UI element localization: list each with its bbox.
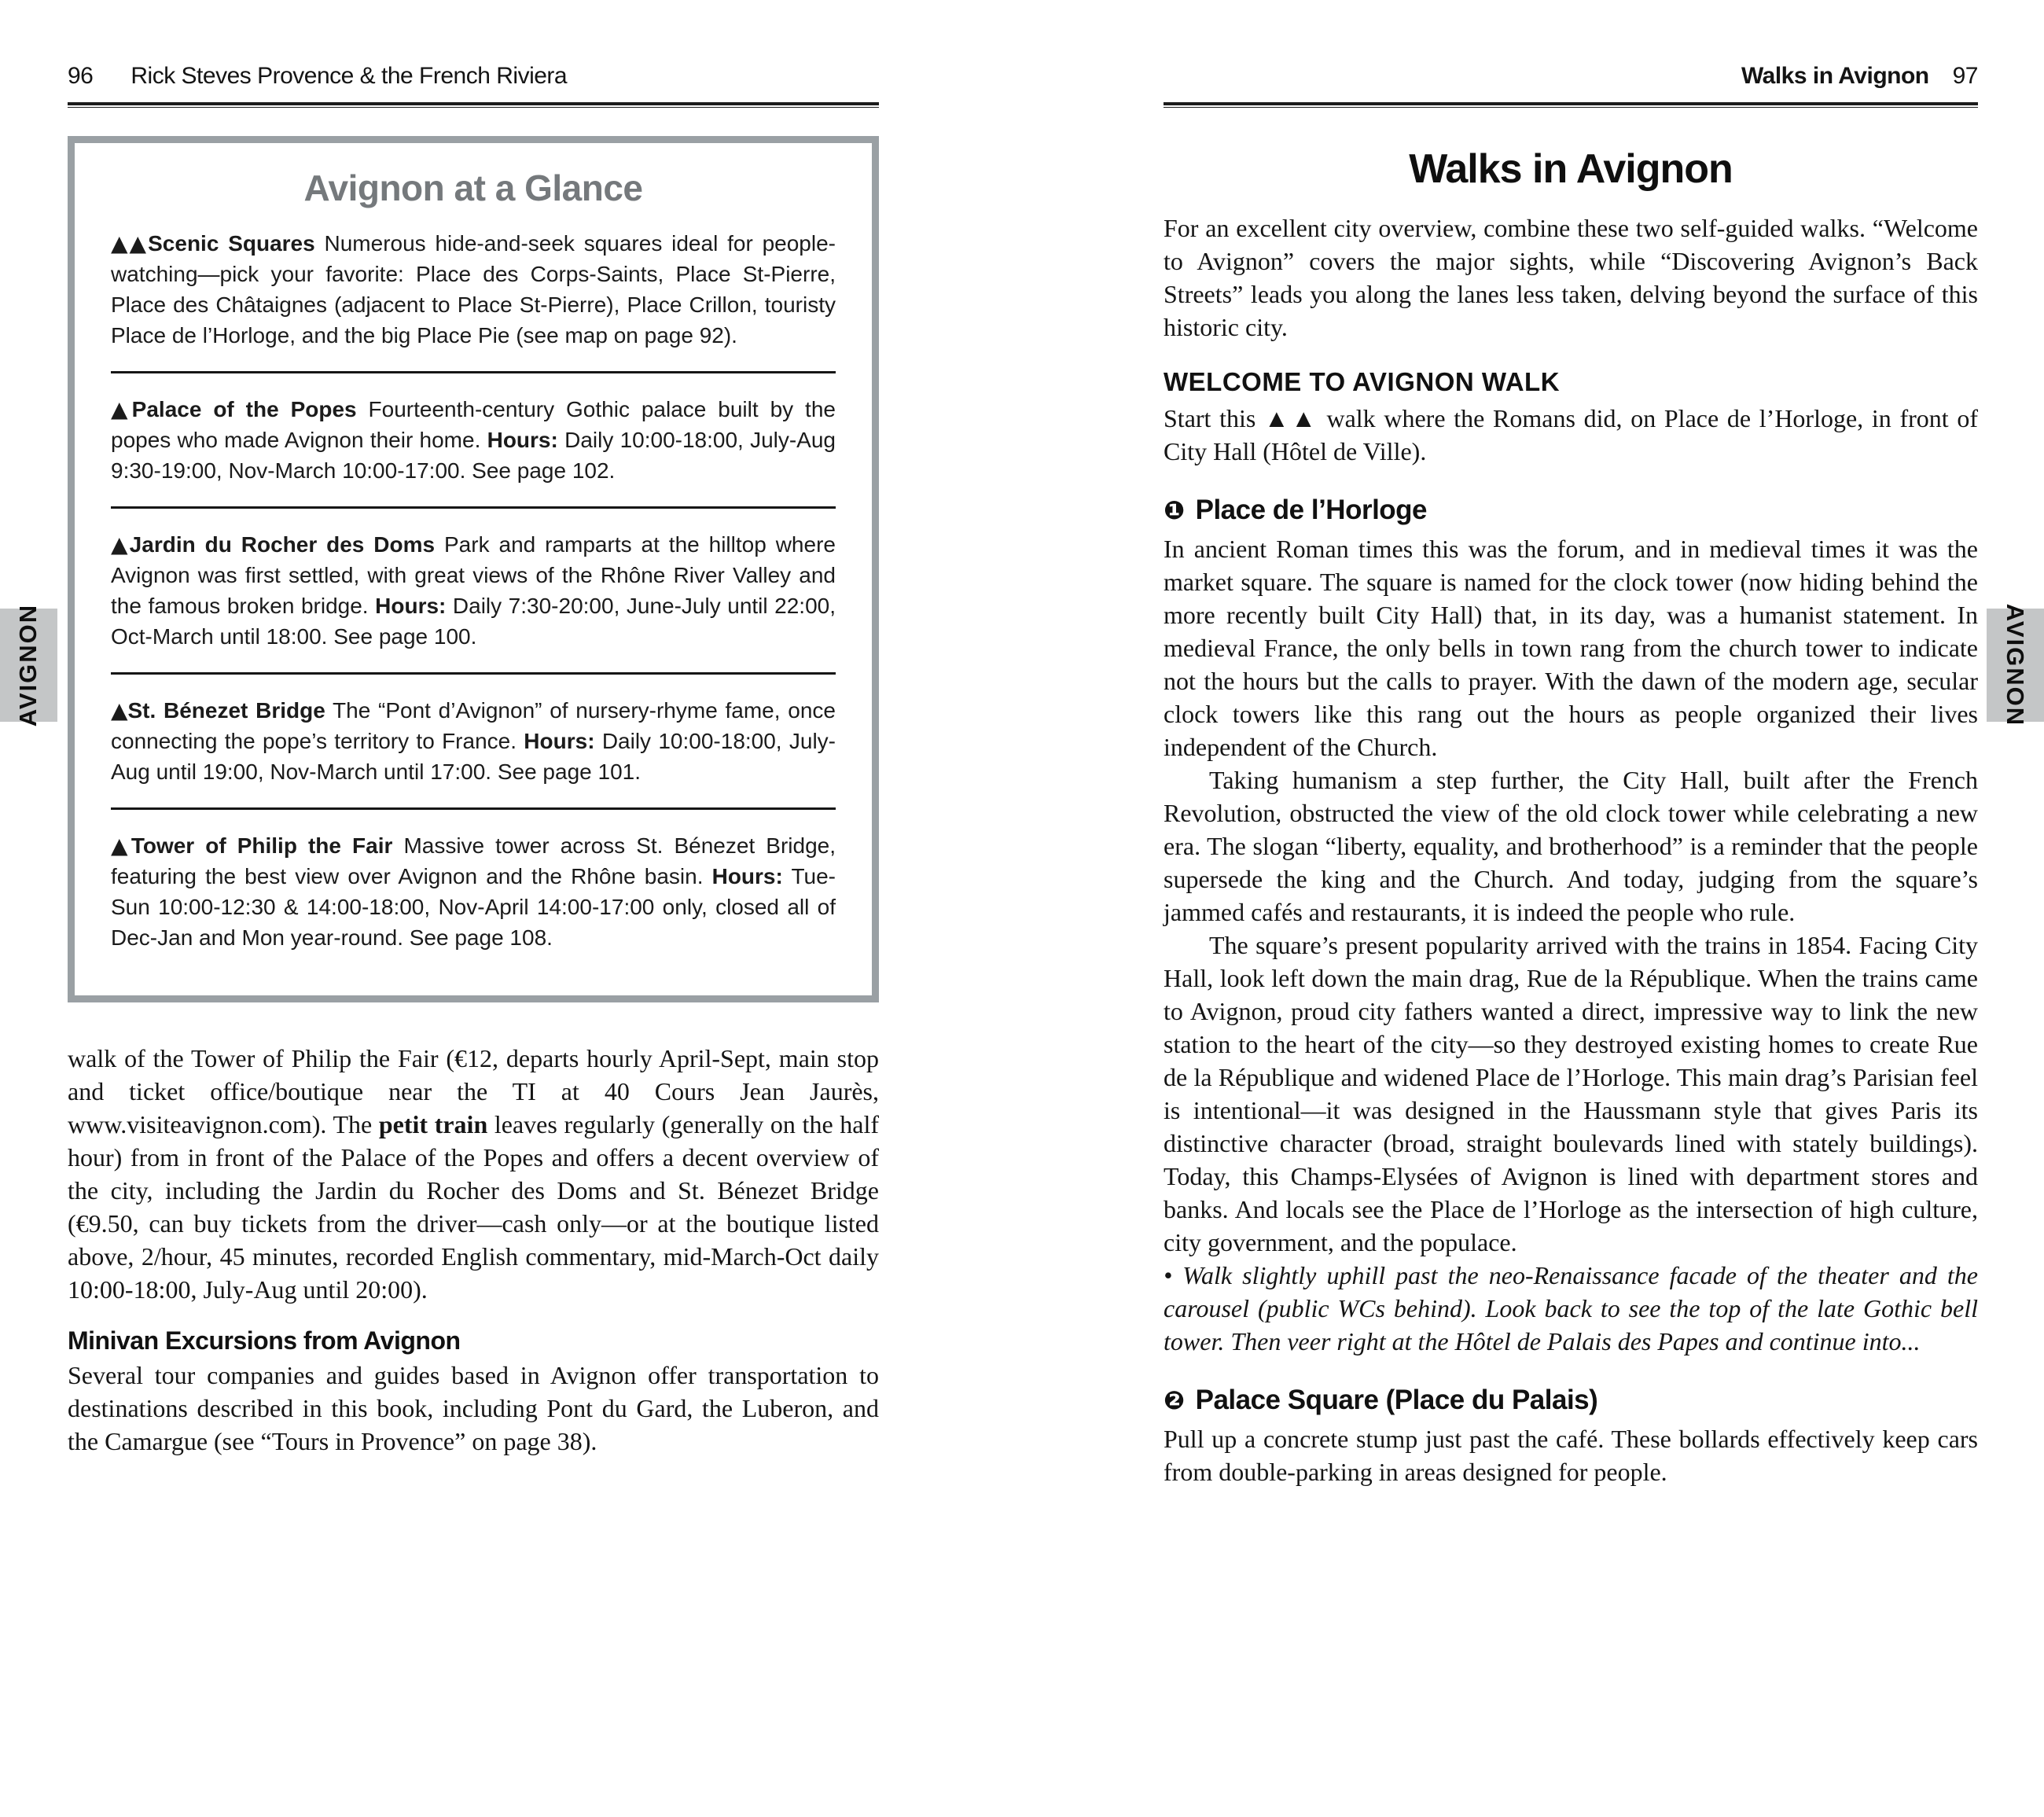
glance-entry [111,394,836,486]
hours-label: Hours: [375,594,447,618]
avignon-chapter-tab-left [0,603,57,727]
bold-text: petit train [378,1110,488,1138]
avignon-at-a-glance-box [68,136,879,1002]
sight-rating-triangles: ▲ [111,531,130,557]
avignon-tab-label: AVIGNON [14,603,42,727]
body-text: Taking humanism a step further, the City Hall, built after the French Revolution, obstructed the view of the old clock tower while celebrating a new era. The slogan “liberty, equality, and brotherhood” is a reminder that the people supersede the king and the Church. And today, judging from the square’s jammed cafés and restaurants, it is indeed the people who rule. [1164,766,1978,926]
hours-label: Hours: [711,864,783,888]
hours-text: Daily 10:00-18:00, July-Aug 9:30-19:00, Nov-March 10:00-17:00. See page 102. [111,428,836,483]
avignon-chapter-tab-right [1987,603,2044,727]
stop-name: Place de l’Horloge [1195,495,1428,525]
sight-name: Palace of the Popes [131,397,357,421]
glance-entry [111,529,836,652]
sight-rating-triangles: ▲ [111,833,131,859]
sight-name: Jardin du Rocher des Doms [129,532,436,557]
hours-label: Hours: [487,428,558,452]
chapter-title: Walks in Avignon [1409,146,1733,192]
page-right [1164,63,1978,1488]
section-running-head: Walks in Avignon [1741,63,1929,89]
page-header [1164,63,1978,93]
stop-number-badge: ❶ [1164,495,1185,525]
sight-description: The “Pont d’Avignon” of nursery-rhyme fame, once connecting the pope’s territory to France. [111,698,836,753]
left-page-body [68,1042,879,1458]
page-number: 97 [1952,63,1978,89]
page-header [68,63,879,93]
paragraph [68,1359,879,1458]
paragraph [1164,1259,1978,1358]
paragraph [68,1042,879,1306]
page-left [68,63,879,1458]
paragraph [1164,763,1978,929]
body-text: Start this ▲▲ walk where the Romans did, on Place de l’Horloge, in front of City Hall (Hôtel de Ville). [1164,404,1978,465]
paragraph [1164,402,1978,468]
hours-text: Daily 7:30-20:00, June-July until 22:00, Oct-March until 18:00. See page 100. [111,594,836,649]
glance-entry [111,228,836,351]
glance-box-title: Avignon at a Glance [303,167,643,208]
glance-entries [111,228,836,953]
paragraph [1164,532,1978,763]
avignon-tab-label: AVIGNON [2002,603,2030,727]
right-page-body [1164,211,1978,1488]
sight-description: Numerous hide-and-seek squares ideal for people-watching—pick your favorite: Place des Corps-Saints, Place St-Pierre, Place des Châtaignes (adjacent to Place St-Pierre), Place Crillon, touristy Place de l’Horloge, and the big Place Pie (see map on page 92). [111,231,836,348]
sight-rating-triangles: ▲▲ [111,230,149,256]
book-title: Rick Steves Provence & the French Riviera [131,63,568,89]
subsection-heading: Minivan Excursions from Avignon [68,1326,461,1355]
sight-rating-triangles: ▲ [111,396,132,422]
paragraph [1164,929,1978,1259]
glance-entry-divider [111,371,836,373]
paragraph [1164,211,1978,344]
body-text: In ancient Roman times this was the forum, and in medieval times it was the market square. The square is named for the clock tower (now hiding behind the more recently built City Hall) that, in its day, was a humanist statement. In medieval France, the only bells in town rang from the church tower to indicate not the hours but the calls to prayer. With the dawn of the modern age, secular clock towers like this rang out the hours as people organized their lives independent of the Church. [1164,535,1978,761]
walk-section-heading: WELCOME TO AVIGNON WALK [1164,367,1561,396]
stop-name: Palace Square (Place du Palais) [1195,1385,1598,1415]
body-text: Several tour companies and guides based in Avignon offer transportation to destinations described in this book, including Pont du Gard, the Luberon, and the Camargue (see “Tours in Provence” on page 38). [68,1361,879,1455]
glance-entry-divider [111,506,836,509]
glance-entry-divider [111,807,836,810]
body-text: • Walk slightly uphill past the neo-Renaissance facade of the theater and the carousel (public WCs behind). Look back to see the top of the late Gothic bell tower. Then veer right at the Hôtel de Palais des Papes and continue into... [1164,1261,1978,1355]
stop-number-badge: ❷ [1164,1385,1185,1415]
sight-description: Fourteenth-century Gothic palace built by the popes who made Avignon their home. [111,397,836,452]
glance-entry [111,830,836,953]
body-text: For an excellent city overview, combine these two self-guided walks. “Welcome to Avignon” covers the major sights, while “Discovering Avignon’s Back Streets” leads you along the lanes less taken, delving beyond the surface of this historic city. [1164,214,1978,341]
sight-name: Scenic Squares [148,231,315,256]
page-number: 96 [68,63,94,89]
glance-entry-divider [111,672,836,675]
header-rule [68,102,879,108]
sight-name: St. Bénezet Bridge [127,698,325,723]
sight-name: Tower of Philip the Fair [131,833,393,858]
numbered-stop-heading [1164,1385,1978,1416]
body-text: walk of the Tower of Philip the Fair (€12, departs hourly April-Sept, main stop and ticket office/boutique near the TI at 40 Cours Jean Jaurès, www.visiteavignon.com). The [68,1044,879,1138]
sight-description: Park and ramparts at the hilltop where Avignon was first settled, with great views of the Rhône River Valley and the famous broken bridge. [111,532,836,618]
hours-text: Daily 10:00-18:00, July-Aug until 19:00, Nov-March until 17:00. See page 101. [111,729,836,784]
header-rule [1164,102,1978,108]
sight-description: Massive tower across St. Bénezet Bridge, featuring the best view over Avignon and the Rhône basin. [111,833,836,888]
body-text: The square’s present popularity arrived with the trains in 1854. Facing City Hall, look left down the main drag, Rue de la République. When the trains came to Avignon, proud city fathers wanted a direct, impressive way to link the new station to the heart of the city—so they destroyed existing homes to create Rue de la République and widened Place de l’Horloge. This main drag’s Parisian feel is intentional—it was designed in the Haussmann style that gives Paris its distinctive character (broad, straight boulevards lined with stately buildings). Today, this Champs-Elysées of Avignon is lined with department stores and banks. And locals see the Place de l’Horloge as the intersection of high culture, city government, and the populace. [1164,931,1978,1256]
hours-label: Hours: [524,729,595,753]
numbered-stop-heading [1164,495,1978,526]
body-text: Pull up a concrete stump just past the café. These bollards effectively keep cars from double-parking in areas designed for people. [1164,1425,1978,1486]
paragraph [1164,1422,1978,1488]
body-text: leaves regularly (generally on the half hour) from in front of the Palace of the Popes and offers a decent overview of the city, including the Jardin du Rocher des Doms and St. Bénezet Bridge (€9.50, can buy tickets from the driver—cash only—or at the boutique listed above, 2/hour, 45 minutes, recorded English commentary, mid-March-Oct daily 10:00-18:00, July-Aug until 20:00). [68,1110,880,1304]
glance-entry [111,695,836,787]
hours-text: Tue-Sun 10:00-12:30 & 14:00-18:00, Nov-April 14:00-17:00 only, closed all of Dec-Jan and Mon year-round. See page 108. [111,864,836,950]
sight-rating-triangles: ▲ [111,697,128,723]
